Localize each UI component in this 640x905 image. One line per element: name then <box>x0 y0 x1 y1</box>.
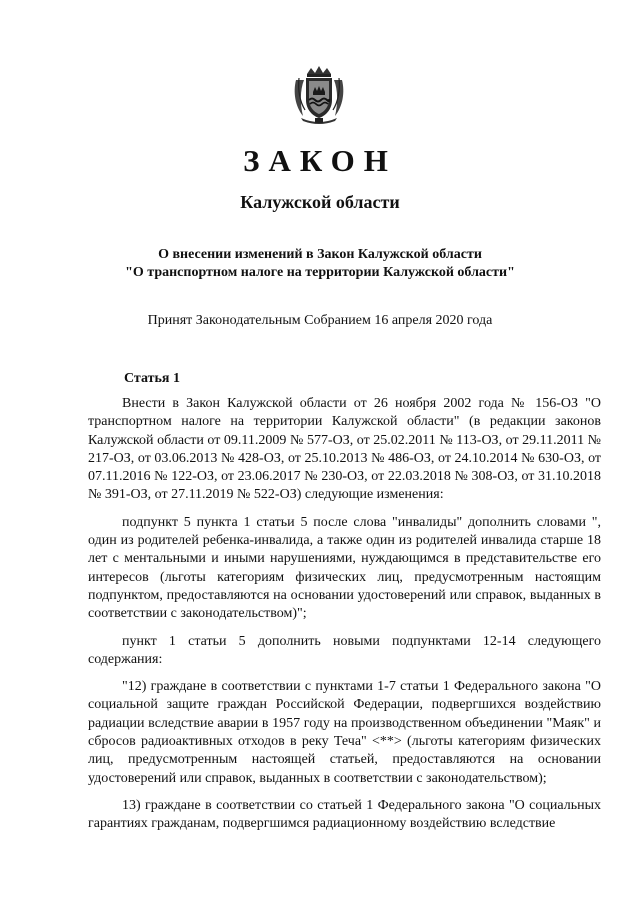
adoption-date-line: Принят Законодательным Собранием 16 апреля 2020 года <box>147 313 493 328</box>
document-title: ЗАКОН <box>243 143 397 178</box>
region-name: Калужской области <box>240 192 400 212</box>
article-heading: Статья 1 <box>124 371 180 386</box>
paragraph: Внести в Закон Калужской области от 26 ноября 2002 года № 156-ОЗ "О транспортном налоге на территории Калужской области" (в редакции законов Калужской области от 09.11.2009 № 577-ОЗ, от 25.02.2011 № 113-ОЗ, от 29.11.2011 № 217-ОЗ, от 03.06.2013 № 428-ОЗ, от 25.10.2013 № 486-ОЗ, от 24.10.2014 № 630-ОЗ, от 07.11.2016 № 122-ОЗ, от 23.06.2017 № 230-ОЗ, от 22.03.2018 № 308-ОЗ, от 31.10.2018 № 391-ОЗ, от 27.11.2019 № 522-ОЗ) следующие изменения: <box>88 396 601 503</box>
law-subject <box>0 246 640 282</box>
paragraph: "12) граждане в соответствии с пунктами 1-7 статьи 1 Федерального закона "О социальной защите граждан Российской Федерации, подвергшихся воздействию радиации вследствие аварии в 1957 году на производственном объединении "Маяк" и сбросов радиоактивных отходов в реку Теча" <**> (льготы категориям физических лиц, предусмотренным настоящей статьей, предоставляются на основании удостоверений или справок, выданных в соответствии с законодательством); <box>88 679 601 786</box>
kaluga-coat-of-arms-icon <box>293 66 345 124</box>
article-body <box>88 395 601 843</box>
paragraph: пункт 1 статьи 5 дополнить новыми подпунктами 12-14 следующего содержания: <box>88 633 601 667</box>
paragraph: 13) граждане в соответствии со статьей 1 Федерального закона "О социальных гарантиях гражданам, подвергшимся радиационному воздействию вследствие <box>88 797 601 832</box>
subject-line-2: "О транспортном налоге на территории Калужской области" <box>125 265 515 280</box>
subject-line-1: О внесении изменений в Закон Калужской области <box>158 247 482 262</box>
paragraph: подпункт 5 пункта 1 статьи 5 после слова "инвалиды" дополнить словами ", один из родителей ребенка-инвалида, а также один из родителей инвалида старше 18 лет с ментальными и иными нарушениями, нуждающимся в представительстве его интересов (льготы категориям физических лиц, предусмотренным настоящим подпунктом, предоставляются на основании удостоверений или справок, выданных в соответствии с законодательством)"; <box>88 514 601 622</box>
